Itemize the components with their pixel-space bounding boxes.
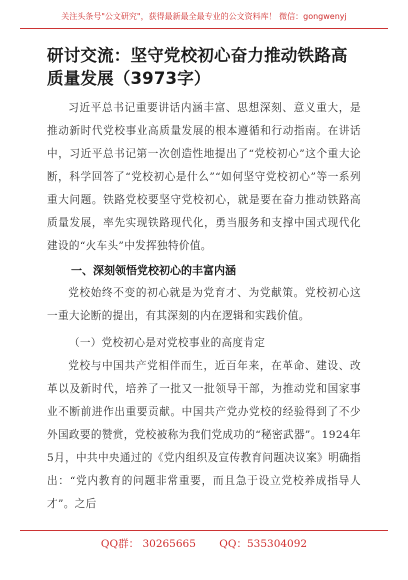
page-header: 关注头条号"公文研究"，获得最新最全最专业的公文资料库！ 微信：gongwenyj [20, 6, 388, 29]
subsection-heading-1: （一）党校初心是对党校事业的高度肯定 [69, 337, 266, 349]
section-heading-1: 一、深刻领悟党校初心的丰富内涵 [71, 264, 236, 277]
footer-qq: QQ：535304092 [219, 538, 308, 550]
document-body [47, 44, 361, 516]
intro-paragraph: 习近平总书记重要讲话内涵丰富、思想深刻、意义重大，是推动新时代党校事业高质量发展的根本遵循和行动指南。在讲话中，习近平总书记第一次创造性地提出了“党校初心”这个重大论断，科学回答了“党校初心是什么”“如何坚守党校初心”等一系列重大问题。铁路党校要坚守党校初心，就是要在奋力推动铁路高质量发展，率先实现铁路现代化，勇当服务和支撑中国式现代化建设的“火车头”中发挥独特价值。 [47, 102, 361, 252]
section-1-paragraph: 党校始终不变的初心就是为党育才、为党献策。党校初心这一重大论断的提出，有其深刻的内在逻辑和实践价值。 [47, 287, 361, 322]
document-title: 研讨交流：坚守党校初心奋力推动铁路高质量发展（3973字） [47, 46, 348, 88]
page-footer [20, 530, 388, 557]
subsection-1-paragraph: 党校与中国共产党相伴而生，近百年来，在革命、建设、改革以及新时代，培养了一批又一批领导干部，为推动党和国家事业不断前进作出重要贡献。中国共产党办党校的经验得到了不少外国政要的赞赏，党校被称为我们党成功的“秘密武器”。1924年5月，中共中央通过的《党内组织及宣传教育问题决议案》明确指出：“党内教育的问题非常重要，而且急于设立党校养成指导人才”。之后 [47, 360, 361, 510]
footer-qq-group: QQ群： 30265665 [100, 538, 196, 550]
